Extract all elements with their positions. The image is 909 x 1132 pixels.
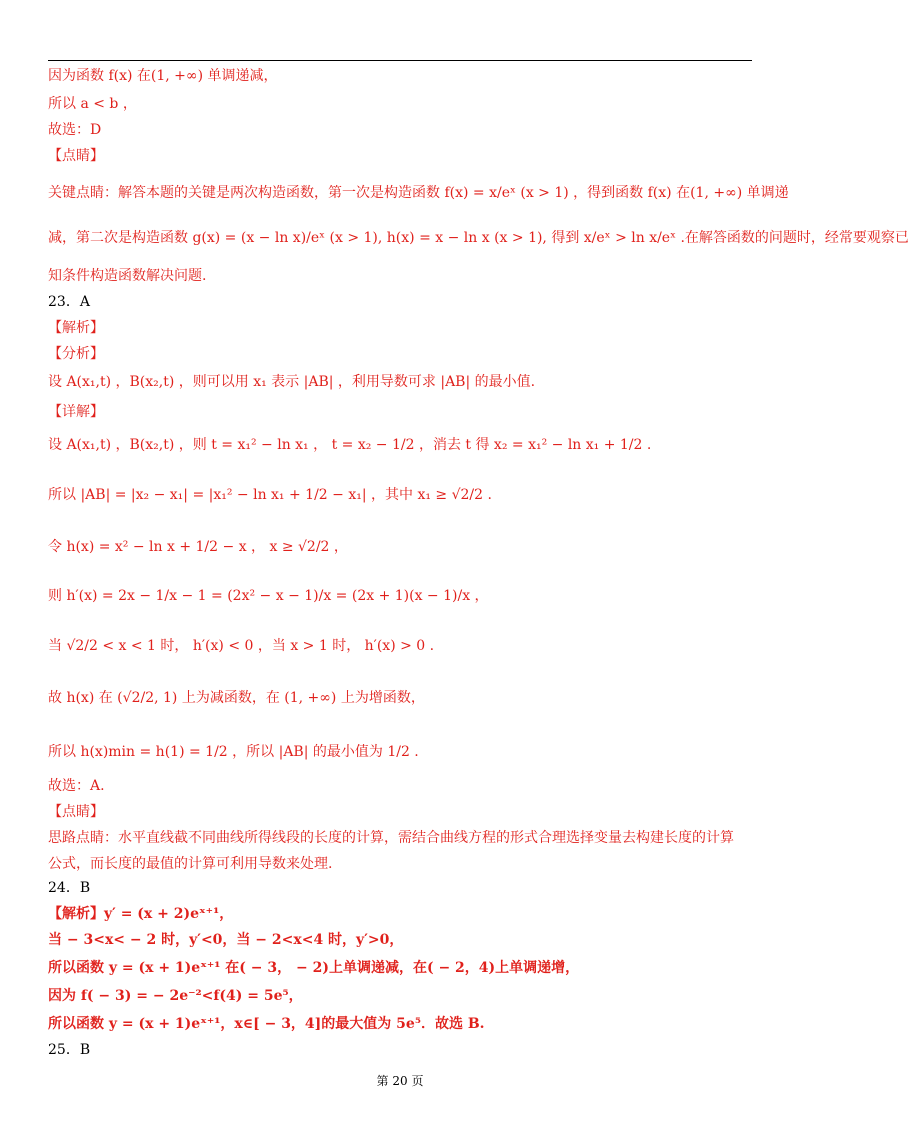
header-rule xyxy=(48,60,752,61)
text-line: 所以 a < b ， xyxy=(48,96,137,112)
text-line: 【解析】 xyxy=(48,320,104,336)
text-line: 所以 h(x)min = h(1) = 1/2 ，所以 |AB| 的最小值为 1/2 . xyxy=(48,744,419,760)
text-line: 当 − 3<x< − 2 时，y′<0，当 − 2<x<4 时，y′>0， xyxy=(48,932,404,948)
text-line: 因为函数 f(x) 在(1, +∞) 单调递减， xyxy=(48,68,278,84)
text-line: 公式，而长度的最值的计算可利用导数来处理. xyxy=(48,856,333,872)
text-line: 所以函数 y = (x + 1)eˣ⁺¹ 在( − 3， − 2)上单调递减，在( − 2，4)上单调递增， xyxy=(48,960,580,976)
text-line: 23．A xyxy=(48,294,90,310)
text-line: 因为 f( − 3) = − 2e⁻²<f(4) = 5e⁵， xyxy=(48,988,303,1004)
text-line: 【解析】y′ = (x + 2)eˣ⁺¹， xyxy=(48,906,234,922)
text-line: 【详解】 xyxy=(48,404,104,420)
text-line: 24．B xyxy=(48,880,91,896)
text-line: 25．B xyxy=(48,1042,91,1058)
text-line: 当 √2/2 < x < 1 时， h′(x) < 0 ，当 x > 1 时， h′(x) > 0 . xyxy=(48,638,435,654)
text-line: 减，第二次是构造函数 g(x) = (x − ln x)/eˣ (x > 1), h(x) = x − ln x (x > 1), 得到 x/eˣ > ln x/eˣ .在解答函数的问题时，经常要观察已 xyxy=(48,230,909,246)
text-line: 【分析】 xyxy=(48,346,104,362)
text-line: 所以函数 y = (x + 1)eˣ⁺¹，x∈[ − 3，4]的最大值为 5e⁵．故选 B. xyxy=(48,1016,485,1032)
text-line: 故 h(x) 在 (√2/2, 1) 上为减函数，在 (1, +∞) 上为增函数， xyxy=(48,690,425,706)
text-line: 令 h(x) = x² − ln x + 1/2 − x ， x ≥ √2/2 ， xyxy=(48,539,348,555)
text-line: 设 A(x₁,t) ，B(x₂,t) ，则 t = x₁² − ln x₁ ， t = x₂ − 1/2 ，消去 t 得 x₂ = x₁² − ln x₁ + 1/2 . xyxy=(48,437,652,453)
text-line: 故选：A. xyxy=(48,778,105,794)
text-line: 关键点睛：解答本题的关键是两次构造函数，第一次是构造函数 f(x) = x/eˣ (x > 1) ，得到函数 f(x) 在(1, +∞) 单调递 xyxy=(48,185,789,201)
page-number: 第 20 页 xyxy=(376,1074,424,1088)
text-line: 【点睛】 xyxy=(48,148,104,164)
text-line: 所以 |AB| = |x₂ − x₁| = |x₁² − ln x₁ + 1/2 − x₁| ，其中 x₁ ≥ √2/2 . xyxy=(48,487,492,503)
text-line: 则 h′(x) = 2x − 1/x − 1 = (2x² − x − 1)/x = (2x + 1)(x − 1)/x ， xyxy=(48,588,489,604)
text-line: 知条件构造函数解决问题. xyxy=(48,268,207,284)
text-line: 故选：D xyxy=(48,122,102,138)
text-line: 【点睛】 xyxy=(48,804,104,820)
text-line: 思路点睛：水平直线截不同曲线所得线段的长度的计算，需结合曲线方程的形式合理选择变量去构建长度的计算 xyxy=(48,830,734,846)
text-line: 设 A(x₁,t) ，B(x₂,t) ，则可以用 x₁ 表示 |AB| ，利用导数可求 |AB| 的最小值. xyxy=(48,374,536,390)
